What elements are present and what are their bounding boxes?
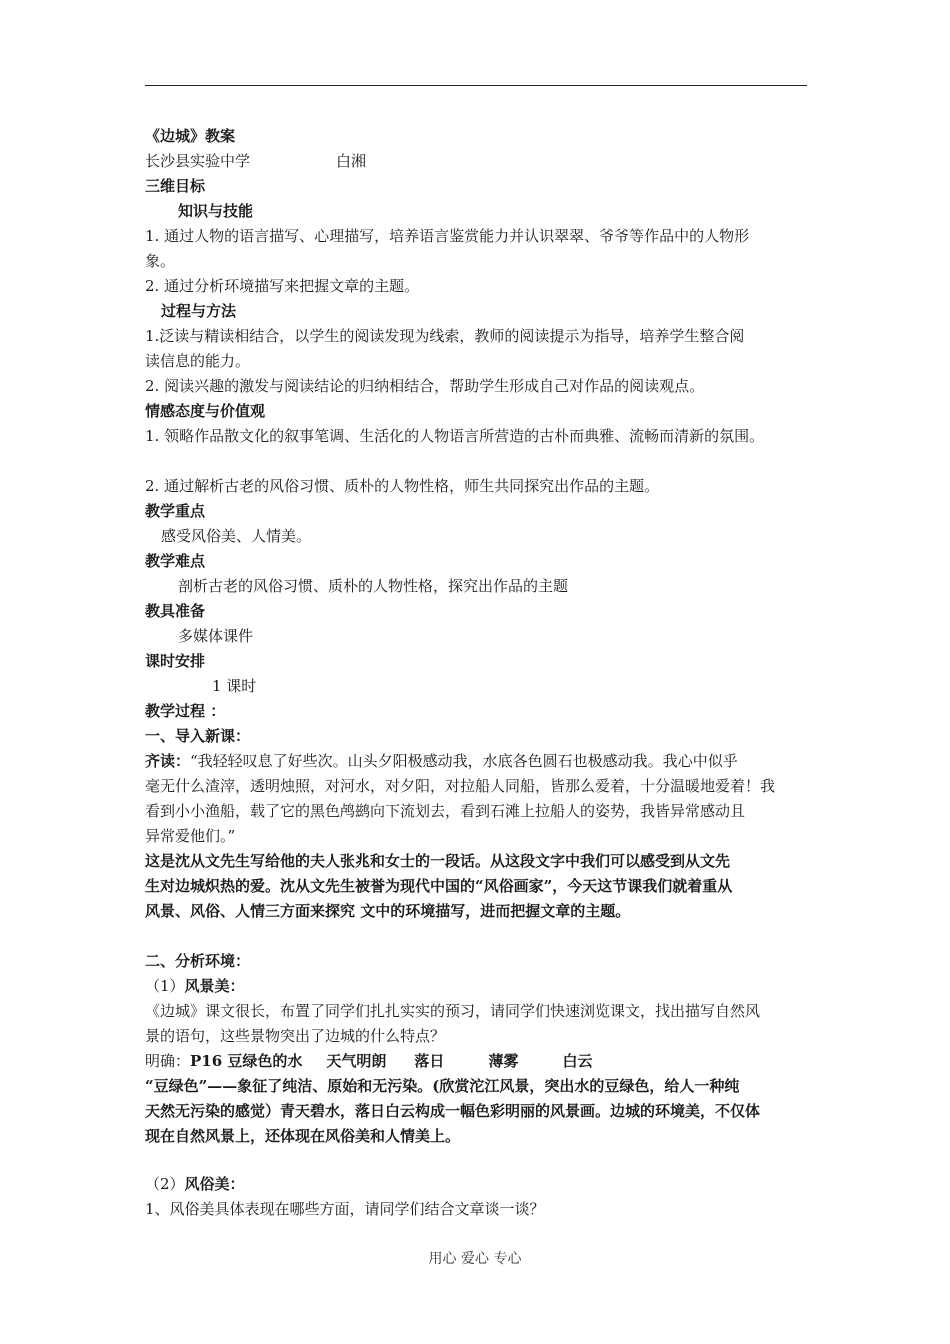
answer-item: 落日 <box>414 1052 445 1070</box>
goals-heading: 三维目标 <box>145 177 206 195</box>
answer-line <box>145 1049 592 1073</box>
process-heading: 过程与方法 <box>161 302 237 320</box>
knowledge-item-2: 2. 通过分析环境描写来把握文章的主题。 <box>145 277 420 295</box>
process-item-1b: 读信息的能力。 <box>145 352 251 370</box>
intro-heading: 一、导入新课： <box>145 727 251 745</box>
scenery-para-2: 景的语句，这些景物突出了边城的什么特点？ <box>145 1027 446 1045</box>
knowledge-item-1b: 象。 <box>145 252 176 270</box>
hours-text: 1 课时 <box>212 677 257 695</box>
difficulty-text: 剖析古老的风俗习惯、质朴的人物性格，探究出作品的主题 <box>178 577 569 595</box>
green-para-2: 天然无污染的感觉）青天碧水，落日白云构成一幅色彩明丽的风景画。边城的环境美，不仅体 <box>145 1102 761 1120</box>
knowledge-item-1a: 1. 通过人物的语言描写、心理描写，培养语言鉴赏能力并认识翠翠、爷爷等作品中的人物形 <box>145 227 750 245</box>
emotion-item-1: 1. 领略作品散文化的叙事笔调、生活化的人物语言所营造的古朴而典雅、流畅而清新的氛围。 <box>145 427 765 445</box>
page-footer: 用心 爱心 专心 <box>428 1251 522 1267</box>
intro-para-3: 风景、风俗、人情三方面来探究 文中的环境描写，进而把握文章的主题。 <box>145 902 631 920</box>
custom-heading-line <box>145 1172 245 1196</box>
scenery-prefix: （1） <box>145 977 185 995</box>
tools-heading: 教具准备 <box>145 602 206 620</box>
answer-item: 薄雾 <box>488 1052 519 1070</box>
scenery-heading-line <box>145 974 245 998</box>
custom-heading: 风俗美： <box>184 1175 245 1193</box>
answer-item: 白云 <box>562 1052 593 1070</box>
custom-prefix: （2） <box>145 1175 185 1193</box>
intro-para-1: 这是沈从文先生写给他的夫人张兆和女士的一段话。从这段文字中我们可以感受到从文先 <box>145 852 731 870</box>
byline <box>145 149 366 173</box>
scenery-para-1: 《边城》课文很长，布置了同学们扎扎实实的预习，请同学们快速浏览课文，找出描写自然风 <box>145 1002 761 1020</box>
doc-title: 《边城》教案 <box>145 127 236 145</box>
quote-line-1 <box>145 749 738 773</box>
emotion-item-2: 2. 通过解析古老的风俗习惯、质朴的人物性格，师生共同探究出作品的主题。 <box>145 477 660 495</box>
tools-text: 多媒体课件 <box>178 627 254 645</box>
quote-line-2: 毫无什么渣滓，透明烛照，对河水，对夕阳，对拉船人同船，皆那么爱着，十分温暖地爱着！我 <box>145 777 776 795</box>
header-rule <box>145 85 807 86</box>
answer-label: 明确： <box>145 1052 191 1070</box>
knowledge-heading: 知识与技能 <box>178 202 254 220</box>
key-heading: 教学重点 <box>145 502 206 520</box>
process-flow-heading: 教学过程 ： <box>145 702 226 720</box>
emotion-heading: 情感态度与价值观 <box>145 402 266 420</box>
scenery-heading: 风景美： <box>184 977 245 995</box>
env-heading: 二、分析环境： <box>145 952 251 970</box>
quote-text-1: “我轻轻叹息了好些次。山头夕阳极感动我，水底各色圆石也极感动我。我心中似乎 <box>190 752 738 770</box>
custom-question: 1、风俗美具体表现在哪些方面，请同学们结合文章谈一谈？ <box>145 1200 545 1218</box>
author-name: 白湘 <box>336 152 367 170</box>
answer-item: P16 豆绿色的水 <box>190 1052 303 1070</box>
green-para-3: 现在自然风景上，还体现在风俗美和人情美上。 <box>145 1127 461 1145</box>
quote-line-3: 看到小小渔船，载了它的黑色鸬鹚向下流划去，看到石滩上拉船人的姿势，我皆异常感动且 <box>145 802 746 820</box>
answer-item: 天气明朗 <box>326 1052 387 1070</box>
hours-heading: 课时安排 <box>145 652 206 670</box>
process-item-2: 2. 阅读兴趣的激发与阅读结论的归纳相结合，帮助学生形成自己对作品的阅读观点。 <box>145 377 705 395</box>
difficulty-heading: 教学难点 <box>145 552 206 570</box>
quote-line-4: 异常爱他们。” <box>145 827 236 845</box>
read-label: 齐读： <box>145 752 191 770</box>
green-para-1: “豆绿色”——象征了纯洁、原始和无污染。(欣赏沱江风景，突出水的豆绿色，给人一种纯 <box>145 1077 740 1095</box>
school-name: 长沙县实验中学 <box>145 152 251 170</box>
process-item-1a: 1.泛读与精读相结合，以学生的阅读发现为线索，教师的阅读提示为指导，培养学生整合阅 <box>145 327 745 345</box>
key-text: 感受风俗美、人情美。 <box>161 527 312 545</box>
intro-para-2: 生对边城炽热的爱。沈从文先生被誉为现代中国的“风俗画家”，今天这节课我们就着重从 <box>145 877 733 895</box>
